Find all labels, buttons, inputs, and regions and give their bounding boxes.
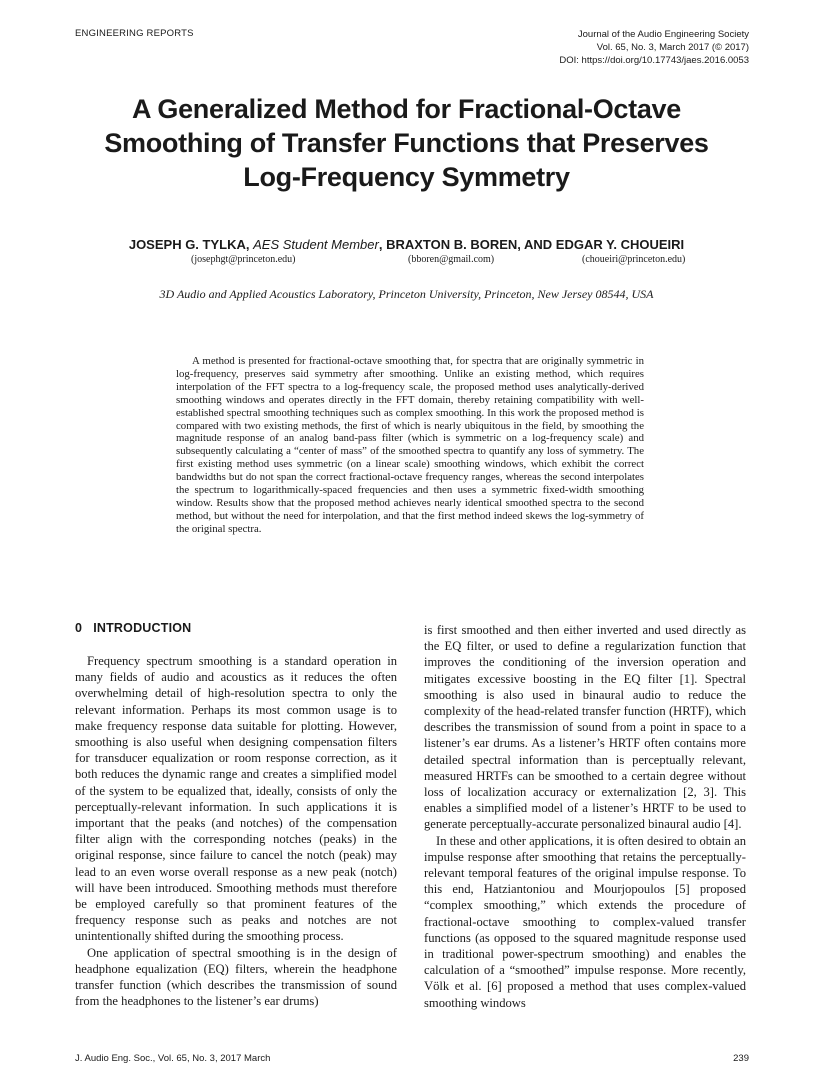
author-email[interactable]: (bboren@gmail.com) [408,254,495,265]
page-number: 239 [733,1053,749,1064]
author-name: JOSEPH G. TYLKA, [128,237,250,252]
title-line: Log-Frequency Symmetry [243,162,570,192]
author-membership: AES Student Member [253,237,379,252]
body-column-left [75,653,397,1009]
paragraph: One application of spectral smoothing is in the design of headphone equalization (EQ) filters, wherein the headphone transfer function (which describes the transmission of sound from the headphones to the listener’s ear drums) [75,945,397,1009]
paper-title [40,92,773,194]
running-header-journal [559,28,749,67]
coauthor-names: , BRAXTON B. BOREN, AND EDGAR Y. CHOUEIRI [378,237,685,252]
journal-volume: Vol. 65, No. 3, March 2017 (© 2017) [596,42,749,53]
abstract: A method is presented for fractional-octave smoothing that, for spectra that are originally symmetric in log-frequency, preserves said symmetry after smoothing. Unlike an existing method, which requires interpolation of the FFT spectra to a log-frequency scale, the proposed method uses analytically-derived smoothing windows and operates directly in the FFT domain, thereby retaining compatibility with well-established spectral smoothing techniques such as complex smoothing. In this work the proposed method is compared with two existing methods, the first of which is nearly ubiquitous in the field, by smoothing the magnitude response of an analog band-pass filter (which is symmetric on a log-frequency scale) and subsequently calculating a “center of mass” of the smoothed spectra to quantify any loss of symmetry. The first existing method uses symmetric (on a linear scale) smoothing windows, which exhibit the correct bandwidths but do not span the correct fractional-octave frequency ranges, whereas the second interpolates the spectrum to logarithmically-spaced frequencies and then uses a symmetric fixed-width smoothing window. Results show that the proposed method achieves nearly identical smoothed spectra to the second method, but without the need for interpolation, and that the first method indeed skews the log-symmetry of the original spectra. [176,355,644,535]
section-heading [75,621,191,635]
paragraph: is first smoothed and then either inverted and used directly as the EQ filter, or used to define a regularization function that improves the conditioning of the inversion operation and mitigates excessive boosting in the EQ filter [1]. Spectral smoothing is also used in binaural audio to reduce the complexity of the head-related transfer function (HRTF), which describes the transmission of sound from a point in space to a listener’s ear drums. As a listener’s HRTF often contains more detailed spectral information than is perceptually relevant, measured HRTFs can be smoothed to a certain degree without loss of localization accuracy or externalization [2, 3]. This enables a simplified model of a listener’s HRTF to be used to generate perceptually-accurate personalized binaural audio [4]. [424,623,746,832]
author-email[interactable]: (choueiri@princeton.edu) [582,254,686,265]
section-number: 0 [75,621,83,635]
author-list [40,237,773,252]
body-column-right [424,622,746,1011]
footer-citation: J. Audio Eng. Soc., Vol. 65, No. 3, 2017 March [75,1053,271,1064]
title-line: A Generalized Method for Fractional-Octave [131,94,681,124]
affiliation: 3D Audio and Applied Acoustics Laboratory, Princeton University, Princeton, New Jersey 08544, USA [159,287,654,301]
author-email[interactable]: (josephgt@princeton.edu) [191,254,296,265]
title-line: Smoothing of Transfer Functions that Preserves [104,128,709,158]
paragraph: Frequency spectrum smoothing is a standard operation in many fields of audio and acoustics as it reduces the often overwhelming detail of high-resolution spectra to only the relevant information. Perhaps its most common usage is to make frequency response data suitable for plotting. However, smoothing is also useful when designing compensation filters for transducer equalization or room response correction, as it both reduces the dynamic range and creates a simplified model of the system to be equalized that, ideally, consists of only the perceptually-relevant information. In such applications it is important that the peaks (and notches) of the compensation filter align with the corresponding notches (peaks) in the original response, since failure to cancel the notch (peak) may lead to an even worse overall response as a new peak (notch) will have been introduced. Smoothing methods must therefore be employed carefully so that prominent features of the frequency response such as peaks and notches are not unintentionally shifted during the smoothing process. [75,654,397,944]
journal-doi[interactable]: DOI: https://doi.org/10.17743/jaes.2016.0053 [559,55,749,66]
paragraph: In these and other applications, it is often desired to obtain an impulse response after smoothing that retains the perceptually-relevant temporal features of the original impulse response. To this end, Hatziantoniou and Mourjopoulos [5] proposed “complex smoothing,” which extends the procedure of fractional-octave smoothing to complex-valued transfer functions (as opposed to the squared magnitude response used in traditional power-spectrum smoothing) and enables the calculation of a “smoothed” impulse response. More recently, Völk et al. [6] proposed a method that uses complex-valued smoothing windows [424,833,746,1010]
section-title: INTRODUCTION [93,621,192,635]
journal-name: Journal of the Audio Engineering Society [577,29,749,40]
running-header-section: ENGINEERING REPORTS [75,28,194,39]
